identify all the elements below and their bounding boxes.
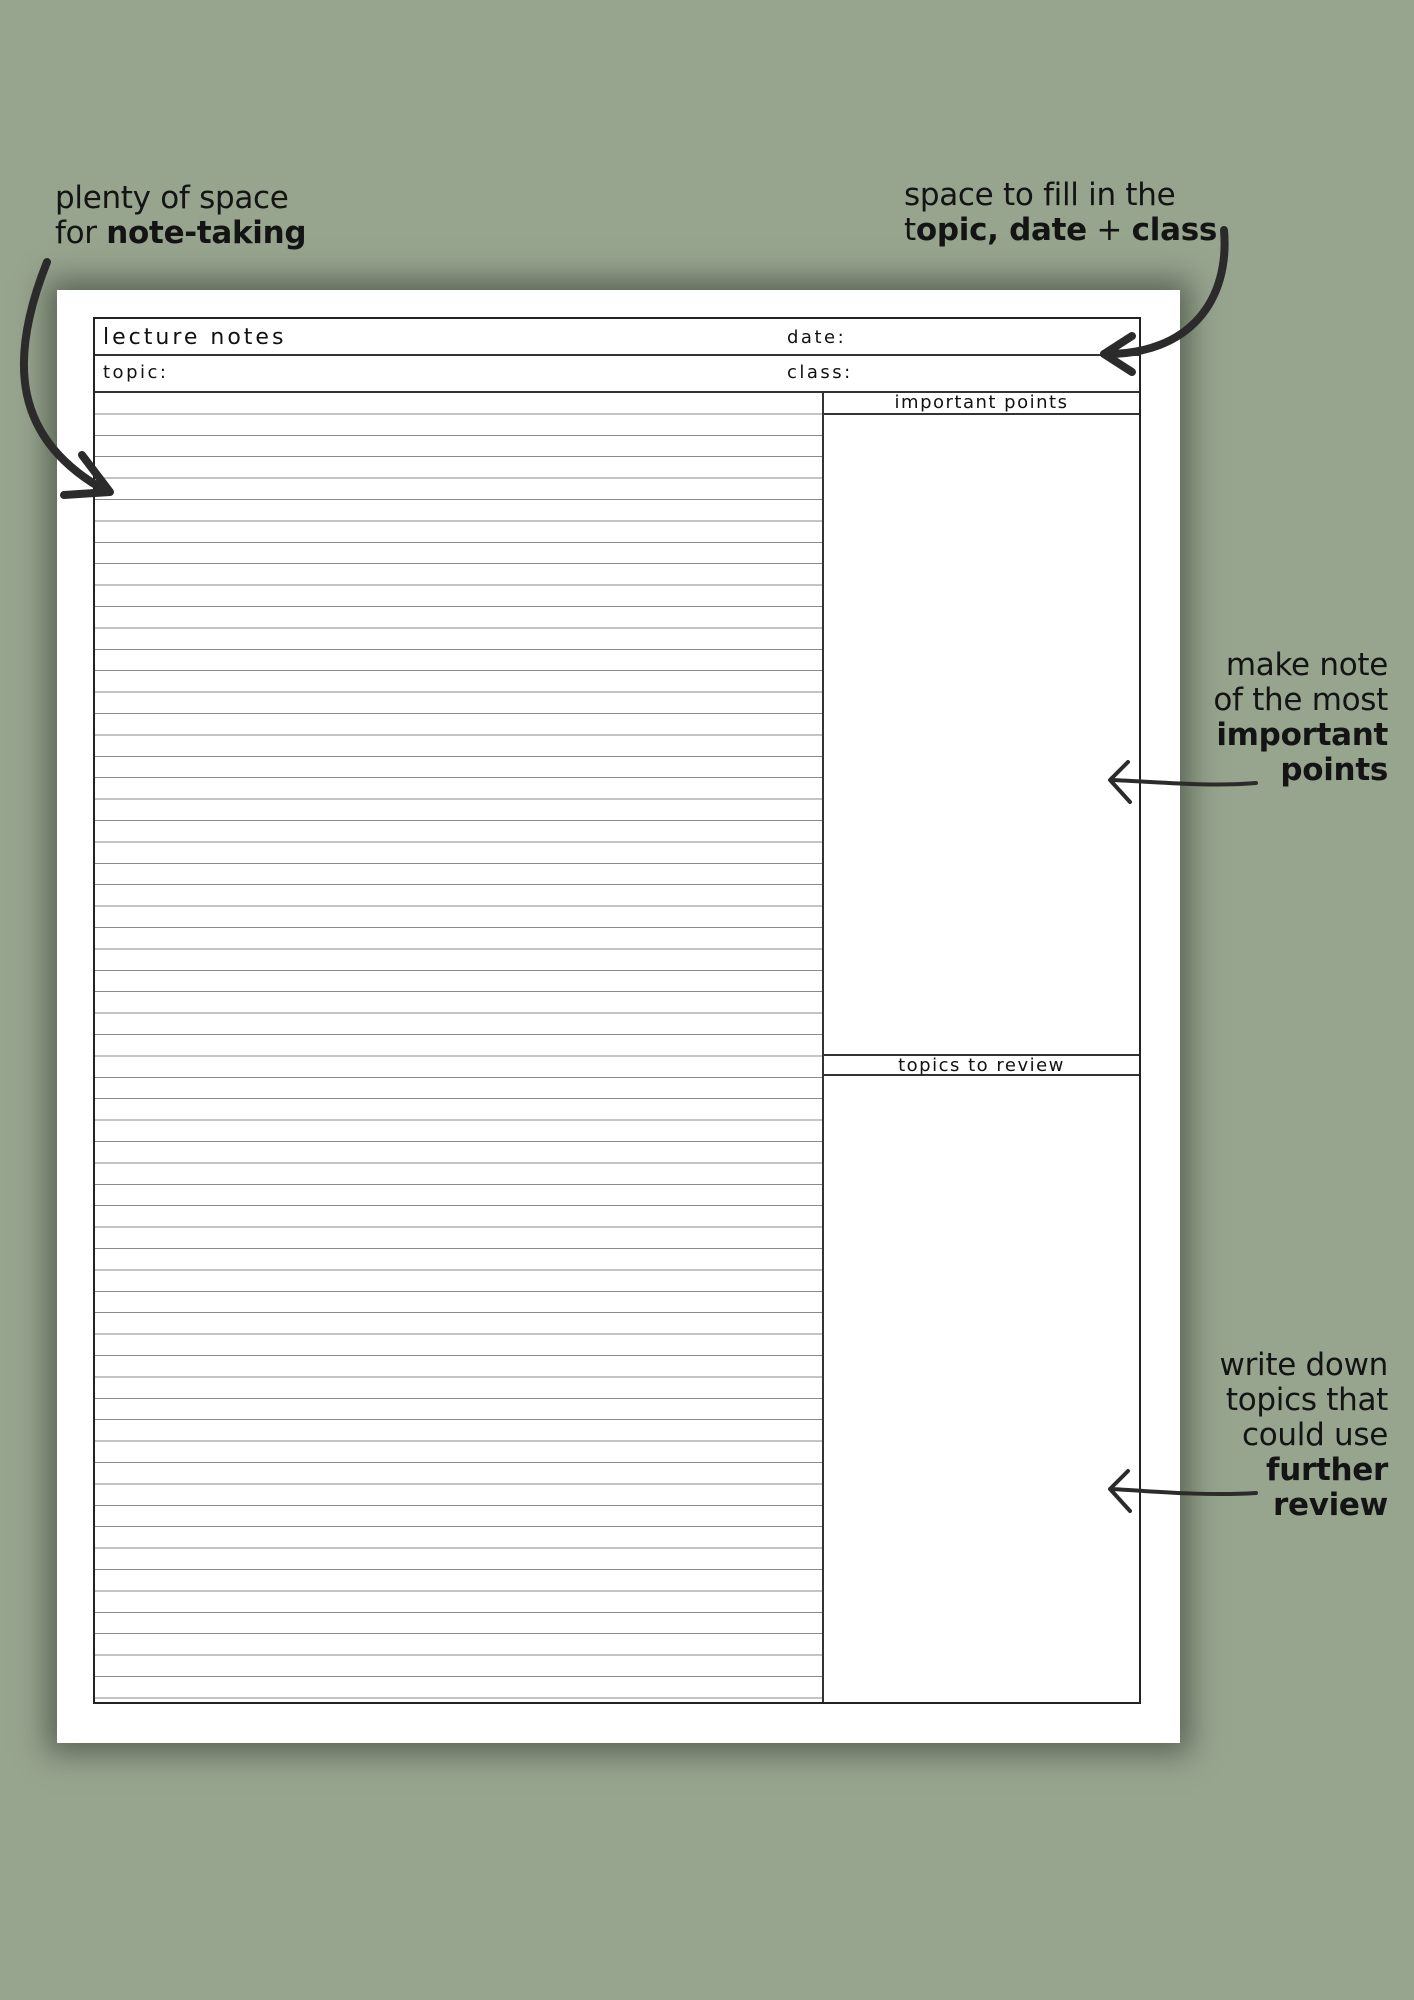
- annotation-line: [1220, 1453, 1388, 1488]
- header-fields-annotation: [904, 178, 1217, 248]
- date-field-label: date:: [787, 327, 847, 348]
- worksheet-paper: [57, 290, 1180, 1743]
- annotation-line: [55, 216, 306, 251]
- annotation-bold-text: important: [1216, 717, 1388, 753]
- annotation-line: of the most: [1213, 682, 1388, 718]
- annotation-bold-text: further: [1266, 1452, 1388, 1488]
- annotation-text: +: [1086, 212, 1132, 248]
- topic-row: [95, 356, 1139, 393]
- annotation-line: plenty of space: [55, 180, 289, 216]
- annotation-line: topics that: [1225, 1382, 1388, 1418]
- annotation-line: [1213, 753, 1388, 788]
- topics-to-review-heading: topics to review: [824, 1054, 1139, 1076]
- topic-field-label: topic:: [103, 362, 169, 383]
- important-points-annotation: [1213, 648, 1388, 788]
- annotation-bold-text: points: [1280, 752, 1388, 788]
- annotation-text: t: [904, 212, 916, 248]
- annotation-line: write down: [1219, 1347, 1388, 1383]
- annotation-line: make note: [1225, 647, 1388, 683]
- note-taking-annotation: [55, 181, 306, 251]
- annotation-bold-text: note-taking: [106, 215, 307, 251]
- further-review-annotation: [1220, 1348, 1388, 1523]
- note-taking-lines: [95, 393, 824, 1702]
- annotation-line: space to fill in the: [904, 177, 1176, 213]
- annotation-line: [1213, 718, 1388, 753]
- class-field-label: class:: [787, 362, 853, 383]
- important-points-heading: important points: [824, 393, 1139, 415]
- annotation-bold-text: class: [1131, 212, 1217, 248]
- annotation-line: [1220, 1488, 1388, 1523]
- sheet-title: lecture notes: [103, 325, 287, 350]
- lecture-notes-sheet: [93, 317, 1141, 1704]
- annotation-text: for: [55, 215, 107, 251]
- annotation-bold-text: review: [1272, 1487, 1388, 1523]
- annotation-line: could use: [1242, 1417, 1388, 1453]
- annotation-bold-text: opic, date: [915, 212, 1087, 248]
- title-row: [95, 319, 1139, 356]
- annotation-line: [904, 213, 1217, 248]
